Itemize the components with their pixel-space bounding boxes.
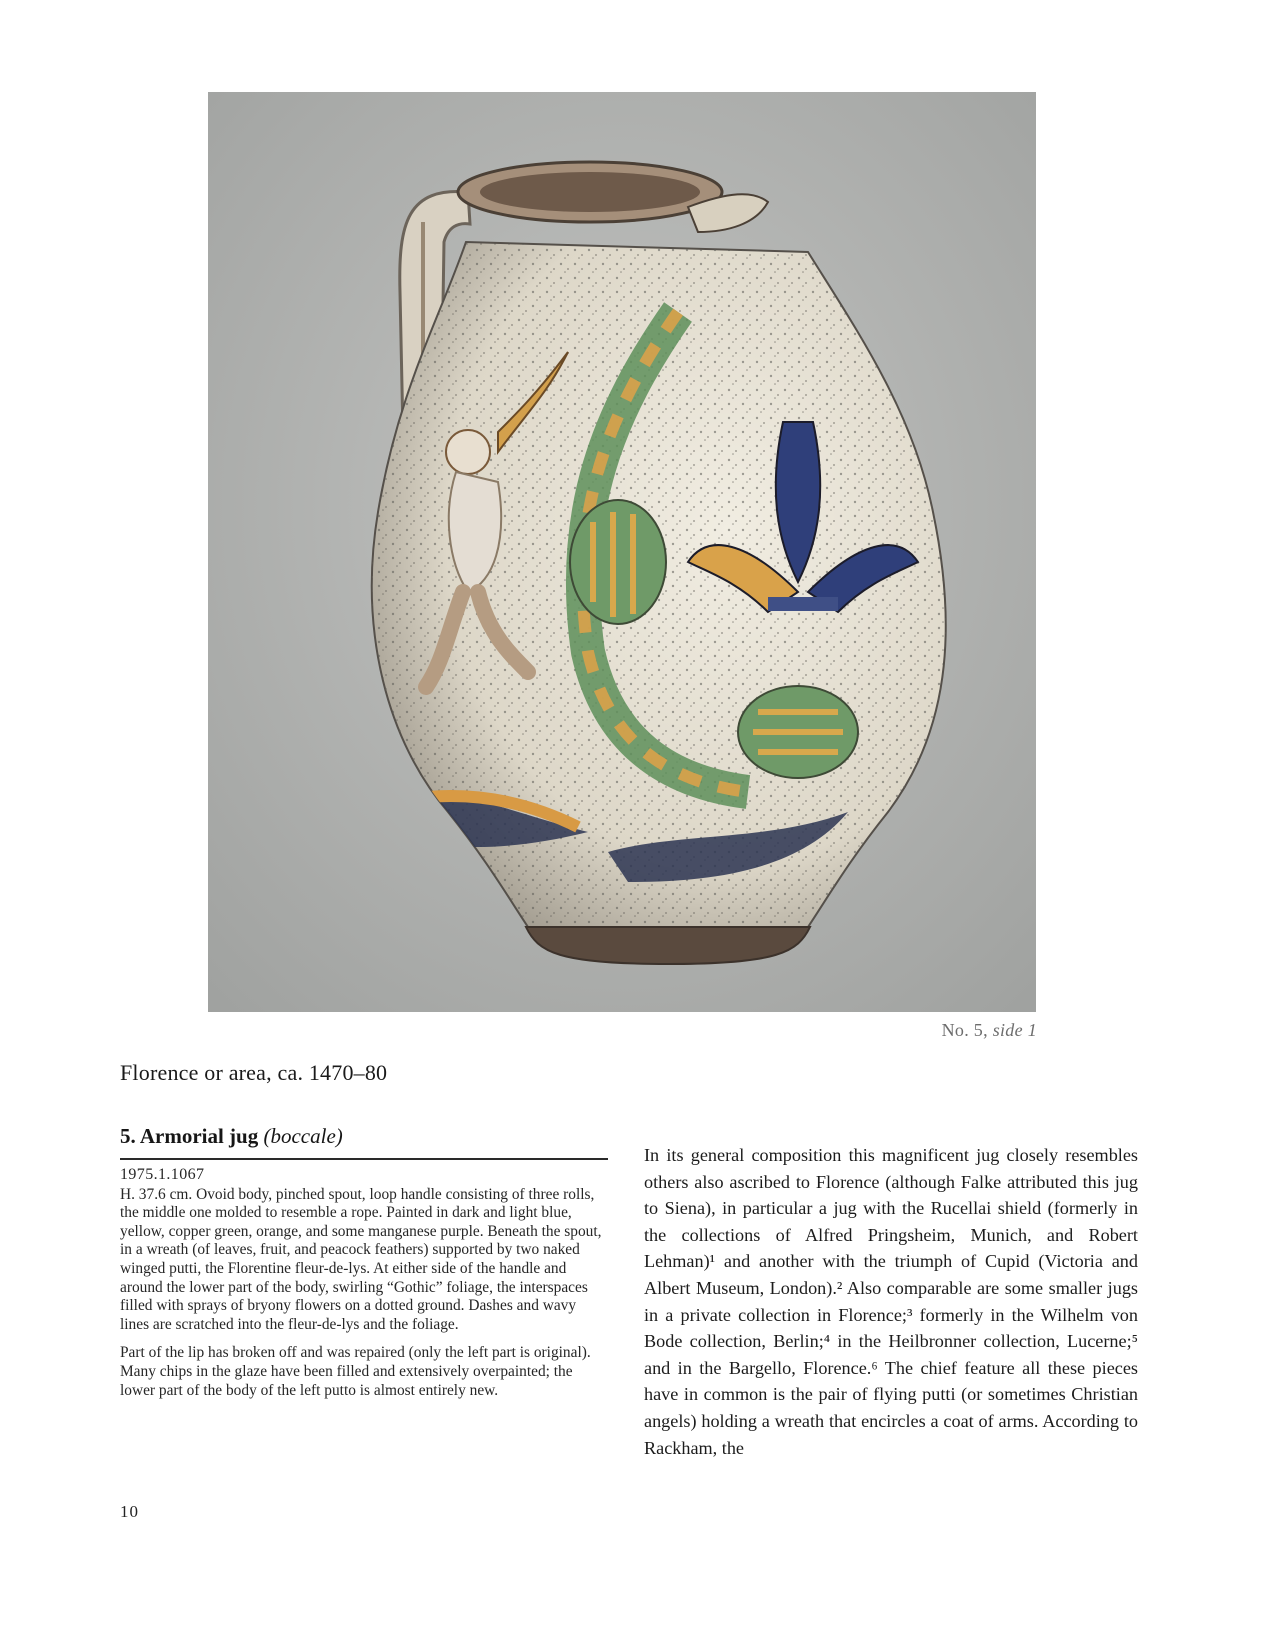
commentary-column <box>644 1142 1138 1461</box>
object-description: H. 37.6 cm. Ovoid body, pinched spout, loop handle consisting of three rolls, the middle one molded to resemble a rope. Painted in dark and light blue, yellow, copper green, orange, and some manganese purple. Beneath the spout, in a wreath (of leaves, fruit, and peacock feathers) supported by two naked winged putti, the Florentine fleur-de-lys. At either side of the handle and around the lower part of the body, swirling “Gothic” foliage, the interspaces filled with sprays of bryony flowers on a dotted ground. Dashes and wavy lines are scratched into the fleur-de-lys and the foliage. <box>120 1185 602 1333</box>
entry-title <box>120 1124 343 1149</box>
page-number: 10 <box>120 1502 139 1521</box>
catalogue-entry-column <box>120 1166 608 1410</box>
origin-date-line: Florence or area, ca. 1470–80 <box>120 1060 388 1085</box>
accession-number: 1975.1.1067 <box>120 1166 205 1183</box>
title-rule-divider <box>120 1158 608 1160</box>
entry-title-main: 5. Armorial jug <box>120 1124 264 1148</box>
jug-photograph <box>208 92 1036 1012</box>
photo-caption-side: side 1 <box>992 1020 1037 1040</box>
entry-title-italian: (boccale) <box>263 1124 343 1148</box>
photo-caption <box>942 1020 1037 1041</box>
commentary-text: In its general composition this magnificent jug closely resembles others also ascribed to Florence (although Falke attributed this jug to Siena), in particular a jug with the Rucellai shield (formerly in the collections of Alfred Pringsheim, Munich, and Robert Lehman)¹ and another with the triumph of Cupid (Victoria and Albert Museum, London).² Also comparable are some smaller jugs in a private collection in Florence;³ formerly in the Wilhelm von Bode collection, Berlin;⁴ in the Heilbronner collection, Lucerne;⁵ and in the Bargello, Florence.⁶ The chief feature all these pieces have in common is the pair of flying putti (or sometimes Christian angels) holding a wreath that encircles a coat of arms. According to Rackham, the <box>644 1145 1138 1458</box>
photo-caption-number: No. 5, <box>941 1020 993 1040</box>
condition-note: Part of the lip has broken off and was repaired (only the left part is original). Many chips in the glaze have been filled and extensively overpainted; the lower part of the body of the left putto is almost entirely new. <box>120 1344 591 1399</box>
